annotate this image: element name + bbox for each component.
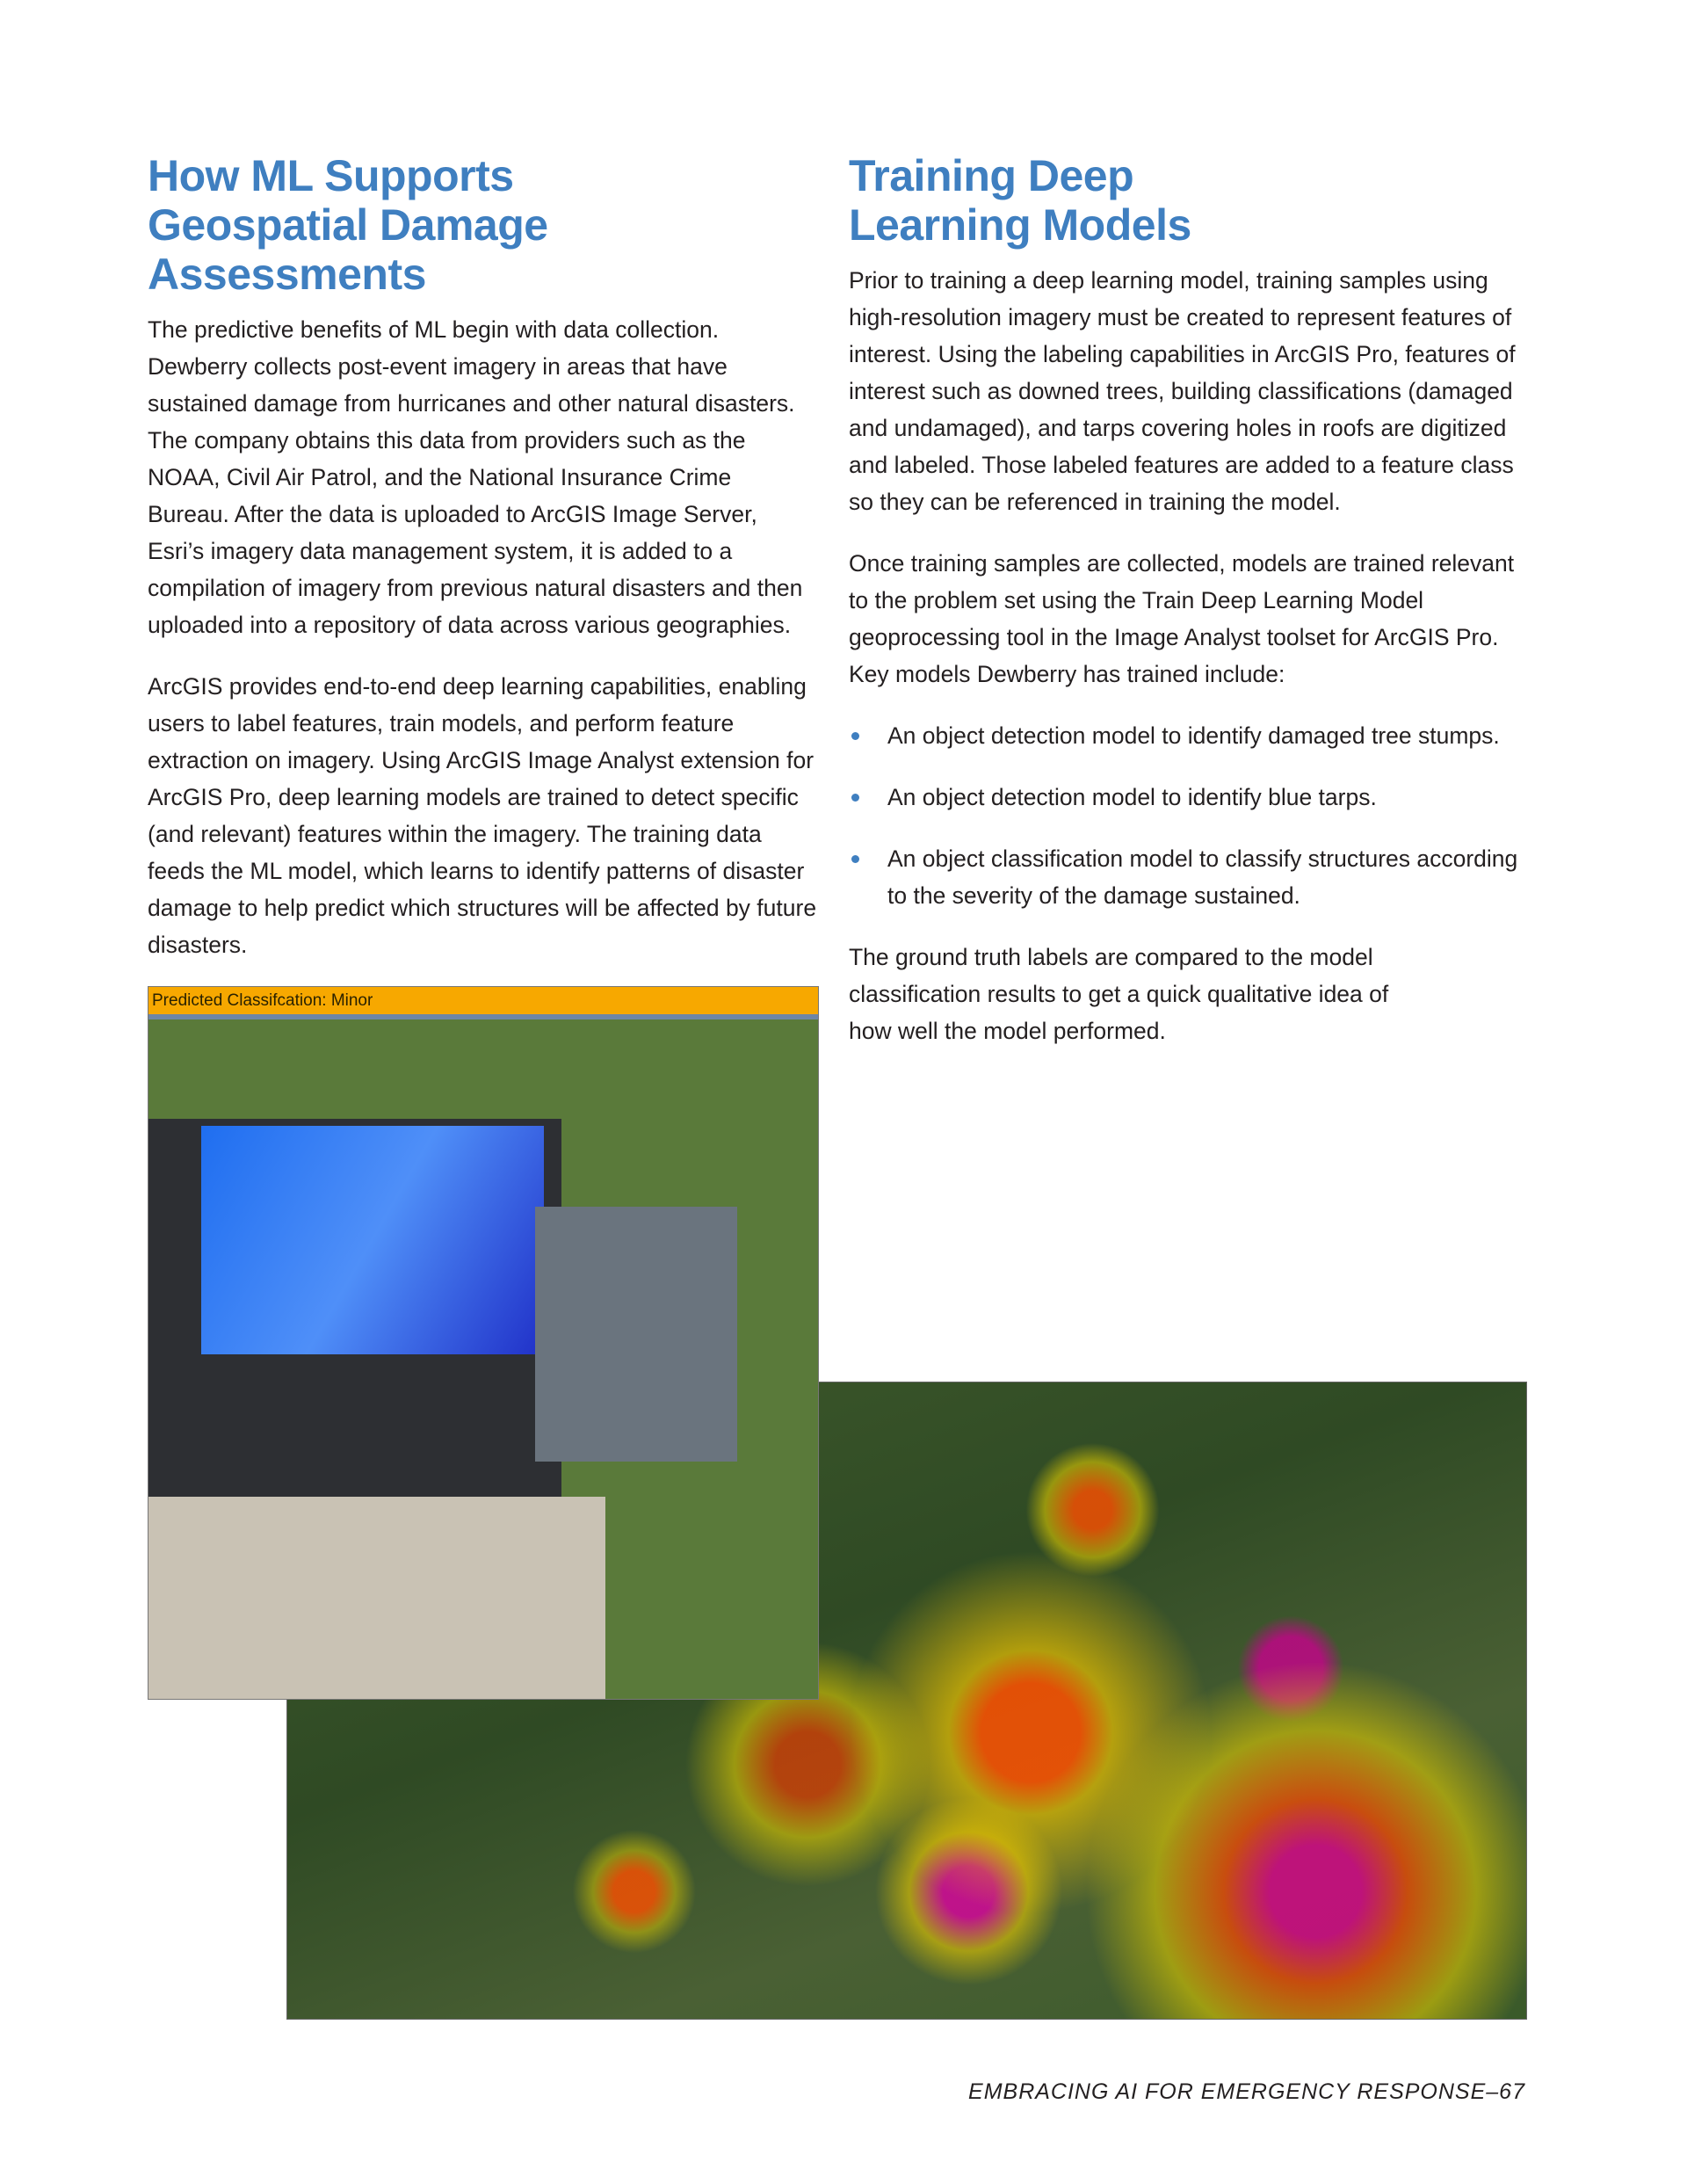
section-heading	[849, 151, 1525, 250]
page-footer: EMBRACING AI FOR EMERGENCY RESPONSE–67	[968, 2079, 1525, 2104]
blue-tarp	[201, 1126, 544, 1354]
heading-line: Training Deep	[849, 151, 1134, 200]
model-list	[849, 717, 1525, 914]
heading-line: How ML Supports	[148, 151, 514, 200]
driveway	[148, 1497, 605, 1700]
paragraph: The ground truth labels are compared to the model classification results to get a quick qualitative idea of how well the model performed.	[849, 944, 1389, 1044]
list-item: An object detection model to identify damaged tree stumps.	[849, 717, 1525, 754]
section-heading	[148, 151, 817, 299]
list-item: An object classification model to classify structures according to the severity of the damage sustained.	[849, 840, 1525, 914]
paragraph: The predictive benefits of ML begin with data collection. Dewberry collects post-event imagery in areas that have sustained damage from hurricanes and other natural disasters. The company obtains this data from providers such as the NOAA, Civil Air Patrol, and the National Insurance Crime Bureau. After the data is uploaded to ArcGIS Image Server, Esri’s imagery data management system, it is added to a compilation of imagery from previous natural disasters and then uploaded into a repository of data across various geographies.	[148, 316, 803, 638]
heading-line: Geospatial Damage Assessments	[148, 200, 548, 299]
list-item: An object detection model to identify blue tarps.	[849, 779, 1525, 816]
paragraph: ArcGIS provides end-to-end deep learning capabilities, enabling users to label features, train models, and perform feature extraction on imagery. Using ArcGIS Image Analyst extension for ArcGIS Pro, deep learning models are trained to detect specific (and relevant) features within the imagery. The training data feeds the ML model, which learns to identify patterns of disaster damage to help predict which structures will be affected by future disasters.	[148, 673, 817, 958]
paragraph: Once training samples are collected, models are trained relevant to the problem set using the Train Deep Learning Model geoprocessing tool in the Image Analyst toolset for ArcGIS Pro. Key models Dewberry has trained include:	[849, 550, 1515, 687]
neighbor-roof	[535, 1207, 737, 1462]
classification-banner: Predicted Classifcation: Minor	[148, 987, 818, 1019]
heading-line: Learning Models	[849, 200, 1191, 250]
right-column	[849, 151, 1525, 1074]
paragraph: Prior to training a deep learning model, training samples using high-resolution imagery must be created to represent features of interest. Using the labeling capabilities in ArcGIS Pro, features of interest such as downed trees, building classifications (damaged and undamaged), and tarps covering holes in roofs are digitized and labeled. Those labeled features are added to a feature class so they can be referenced in training the model.	[849, 267, 1516, 515]
left-column	[148, 151, 817, 988]
aerial-house-photo	[148, 986, 819, 1700]
